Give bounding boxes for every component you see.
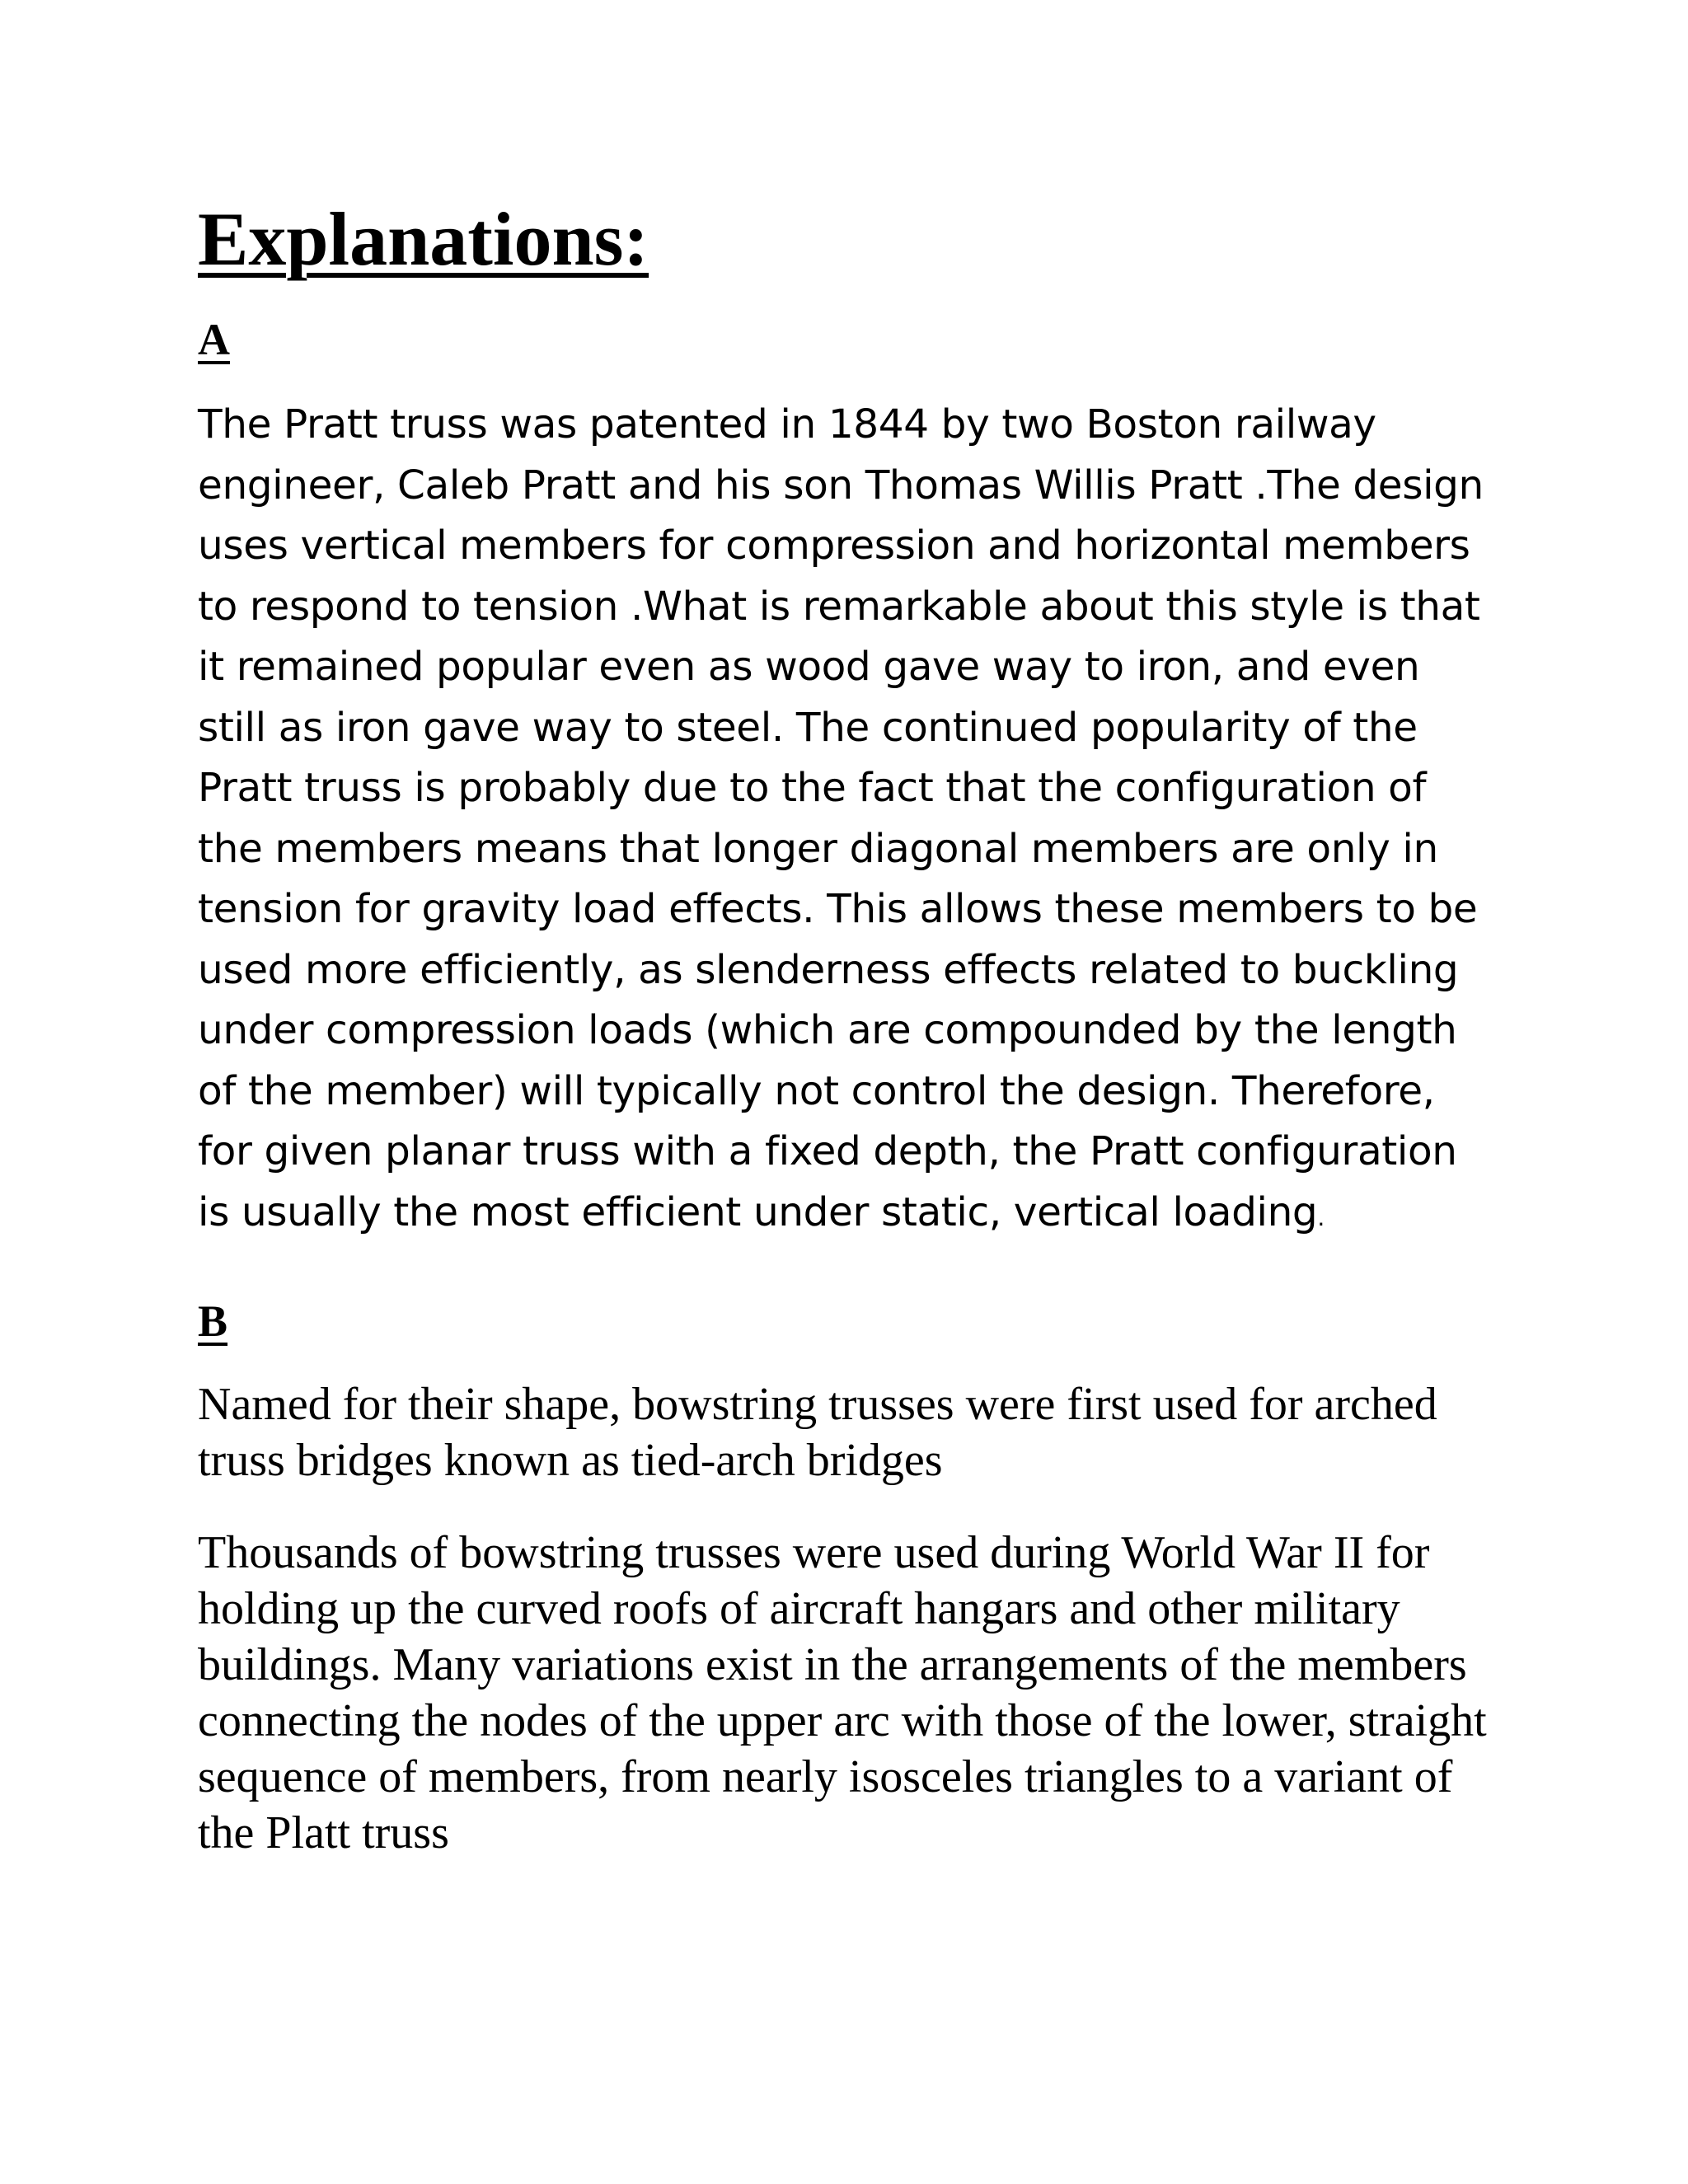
section-b-paragraph-2: Thousands of bowstring trusses were used during World War II for holding up the curved roofs of aircraft hangars and other military buildings. Many variations exist in the arrangements of the members connecting the nodes of the upper arc with those of the lower, straight sequence of members, from nearly isosceles triangles to a variant of the Platt truss: [198, 1527, 1487, 1859]
section-b-heading: B: [198, 1296, 228, 1347]
document-page: [198, 198, 1500, 1861]
section-b: [198, 1296, 1500, 1861]
section-b-paragraph-1: Named for their shape, bowstring trusses were first used for arched truss bridges known as tied-arch bridges: [198, 1379, 1437, 1487]
section-a: [198, 314, 1500, 1248]
section-a-paragraph: [198, 395, 1484, 1248]
section-a-paragraph-text: The Pratt truss was patented in 1844 by two Boston railway engineer, Caleb Pratt and his son Thomas Willis Pratt .The design uses vertical members for compression and horizontal members to respond to tension .What is remarkable about this style is that it remained popular even as wood gave way to iron, and even still as iron gave way to steel. The continued popularity of the Pratt truss is probably due to the fact that the configuration of the members means that longer diagonal members are only in tension for gravity load effects. This allows these members to be used more efficiently, as slenderness effects related to buckling under compression loads (which are compounded by the length of the member) will typically not control the design. Therefore, for given planar truss with a fixed depth, the Pratt configuration is usually the most efficient under static, vertical loading: [198, 401, 1484, 1235]
page-title: Explanations:: [198, 197, 649, 281]
section-a-trailing-period: .: [1317, 1203, 1325, 1231]
section-a-heading: A: [198, 315, 230, 365]
